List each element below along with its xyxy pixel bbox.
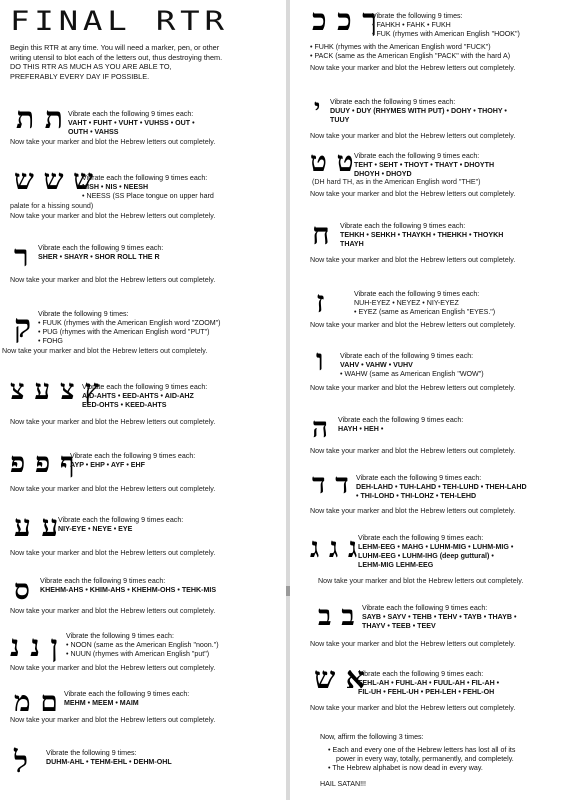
hebrew-letter-yod: י <box>314 93 321 122</box>
instruction-block: Vibrate each the following 9 times each: AID-AHTS • EED-AHTS • AID-AHZ EED-OHTS • KEED-AHTS <box>82 383 208 409</box>
blot-instruction: Now take your marker and blot the Hebrew letters out completely. <box>318 577 524 585</box>
instruction-block: Vibrate each the following 9 times each: NISH • NIS • NEESH • NEESS (SS Place tongue on upper hard <box>82 174 214 200</box>
hebrew-letter-tet: ט ט <box>310 145 354 178</box>
instruction-block: Vibrate the following 9 times: • FUUK (rhymes with the American English word "ZOOM") • PUG (rhymes with the American English word "PUT") • FOHG <box>38 310 221 345</box>
instruction-block: Vibrate each the following 9 times each: SHER • SHAYR • SHOR ROLL THE R <box>38 244 164 261</box>
blot-instruction: Now take your marker and blot the Hebrew letters out completely. <box>10 138 216 146</box>
blot-instruction: Now take your marker and blot the Hebrew letters out completely. <box>10 418 216 426</box>
hebrew-letter-zayin: ז <box>316 285 325 320</box>
page-title: FINAL RTR <box>10 6 229 37</box>
hebrew-letter-lamed: ל <box>14 745 29 780</box>
instruction-block: Vibrate each the following 9 times each: VAHT • FUHT • VUHT • VUHSS • OUT • OUTH • VAHSS <box>68 110 195 136</box>
instruction-block: Vibrate each the following 9 times each: TEHKH • SEHKH • THAYKH • THEHKH • THOYKH THAYH <box>340 222 504 248</box>
hebrew-letter-vav: ו <box>316 343 324 378</box>
hebrew-letter-tsade: ץ צ ע צ <box>10 373 100 406</box>
hebrew-letter-shin: ש ש ש <box>14 163 93 196</box>
instruction-block: Vibrate each the following 9 times each: NUH-EYEZ • NEYEZ • NIY-EYEZ • EYEZ (same as American English "EYES.") <box>354 290 496 316</box>
hebrew-letter-tav: ת ת <box>16 101 64 136</box>
instruction-block: Vibrate the following 9 times each: • NOON (same as the American English "noon.") • NUUN (rhymes with American English "put") <box>66 632 219 658</box>
instruction-block: Vibrate each the following 9 times each: AYP • EHP • AYF • EHF <box>70 452 196 469</box>
hebrew-letter-pe: ף פ פ <box>10 446 75 479</box>
intro-text: Begin this RTR at any time. You will need a marker, pen, or other writing utensil to blot each of the letters out, thus destroying them. DO THIS RTR AS MUCH AS YOU ARE ABLE TO, PREFERABLY EVERY DAY IF POSSIBLE. <box>10 43 223 81</box>
affirmation-block: Now, affirm the following 3 times: • Each and every one of the Hebrew letters has lost all of its power in every way, totally, permanently, and completely. • The Hebrew alphabet is now dead in every way. HAIL SATAN!!! <box>320 733 516 788</box>
instruction-block: Vibrate each the following 9 times each: DEH-LAHD • TUH-LAHD • TEH-LUHD • THEH-LAHD • THI-LOHD • THI-LOHZ • TEH-LEHD <box>356 474 527 500</box>
blot-instruction: Now take your marker and blot the Hebrew letters out completely. <box>310 447 516 455</box>
right-page <box>290 0 566 800</box>
instruction-block: Vibrate each the following 9 times each: MEHM • MEEM • MAIM <box>64 690 190 707</box>
blot-instruction: Now take your marker and blot the Hebrew letters out completely. <box>10 485 216 493</box>
instruction-block: Vibrate each the following 9 times each: SAYB • SAYV • TEHB • TEHV • TAYB • THAYB • THAYV • TEEB • TEEV <box>362 604 517 630</box>
instruction-block: Vibrate each the following 9 times each: DUUY • DUY (RHYMES WITH PUT) • DOHY • THOHY • TUUY <box>330 98 507 124</box>
instruction-block: Vibrate each the following 9 times each: HAYH • HEH • <box>338 416 464 433</box>
hebrew-letter-gimel: ג ג ג <box>310 531 358 564</box>
note-text: palate for a hissing sound) <box>10 202 94 210</box>
instruction-block: Vibrate each the following 9 times each: TEHT • SEHT • THOYT • THAYT • DHOYTH DHOYH • DHOYD <box>354 152 495 178</box>
instruction-block: • FUHK (rhymes with the American English word "FUCK") • PACK (same as the American English "PACK" with the hard A) <box>310 43 511 60</box>
instruction-block: Vibrate the following 9 times: • FAHKH • FAHK • FUKH • FUK (rhymes with American English "HOOK") <box>372 12 520 38</box>
hebrew-letter-ayin: ע ע <box>14 509 59 544</box>
hebrew-letter-alef: א ש <box>314 661 365 696</box>
hebrew-letter-kaf: ך כ כ <box>312 3 377 38</box>
hebrew-letter-bet: ב ב <box>318 599 355 632</box>
hebrew-letter-qof: ק <box>14 307 32 345</box>
blot-instruction: Now take your marker and blot the Hebrew letters out completely. <box>10 549 216 557</box>
hebrew-letter-het: ח <box>312 217 330 252</box>
blot-instruction: Now take your marker and blot the Hebrew letters out completely. <box>310 190 516 198</box>
blot-instruction: Now take your marker and blot the Hebrew letters out completely. <box>10 212 216 220</box>
blot-instruction: Now take your marker and blot the Hebrew letters out completely. <box>310 64 516 72</box>
instruction-block: Vibrate the following 9 times: DUHM-AHL • TEHM-EHL • DEHM-OHL <box>46 749 172 766</box>
instruction-block: Vibrate each the following 9 times each: FEHL-AH • FUHL-AH • FUUL-AH • FIL-AH • FIL-UH • FEHL-UH • PEH-LEH • FEHL-OH <box>358 670 500 696</box>
blot-instruction: Now take your marker and blot the Hebrew letters out completely. <box>310 507 516 515</box>
blot-instruction: Now take your marker and blot the Hebrew letters out completely. <box>10 664 216 672</box>
instruction-block: Vibrate each of the following 9 times each: VAHV • VAHW • VUHV • WAHW (same as American English "WOW") <box>340 352 484 378</box>
blot-instruction: Now take your marker and blot the Hebrew letters out completely. <box>310 384 516 392</box>
hebrew-letter-nun: ן נ נ <box>10 629 59 664</box>
blot-instruction: Now take your marker and blot the Hebrew letters out completely. <box>310 640 516 648</box>
blot-instruction: Now take your marker and blot the Hebrew letters out completely. <box>10 276 216 284</box>
instruction-block: Vibrate each the following 9 times each: LEHM-EEG • MAHG • LUHM-MIG • LUHM-MIG • LUHM-EEG • LUHM-IHG (deep guttural) • LEHM-MIG LEHM-EEG <box>358 534 514 569</box>
instruction-block: Vibrate each the following 9 times each: KHEHM-AHS • KHIM-AHS • KHEHM-OHS • TEHK-MIS <box>40 577 217 594</box>
hebrew-letter-he: ה <box>312 411 329 444</box>
hebrew-letter-dalet: ד ד <box>312 467 349 500</box>
blot-instruction: Now take your marker and blot the Hebrew letters out completely. <box>310 321 516 329</box>
blot-instruction: Now take your marker and blot the Hebrew letters out completely. <box>310 256 516 264</box>
blot-instruction: Now take your marker and blot the Hebrew letters out completely. <box>310 132 516 140</box>
hebrew-letter-mem: ם מ <box>14 685 58 718</box>
instruction-block: Vibrate each the following 9 times each: NIY-EYE • NEYE • EYE <box>58 516 184 533</box>
blot-instruction: Now take your marker and blot the Hebrew letters out completely. <box>2 347 208 355</box>
hebrew-letter-resh: ר <box>14 239 29 274</box>
blot-instruction: Now take your marker and blot the Hebrew letters out completely. <box>10 607 216 615</box>
hebrew-letter-samekh: ס <box>14 573 30 606</box>
note-text: (DH hard TH, as in the American English word "THE") <box>312 178 481 186</box>
blot-instruction: Now take your marker and blot the Hebrew letters out completely. <box>310 704 516 712</box>
blot-instruction: Now take your marker and blot the Hebrew letters out completely. <box>10 716 216 724</box>
